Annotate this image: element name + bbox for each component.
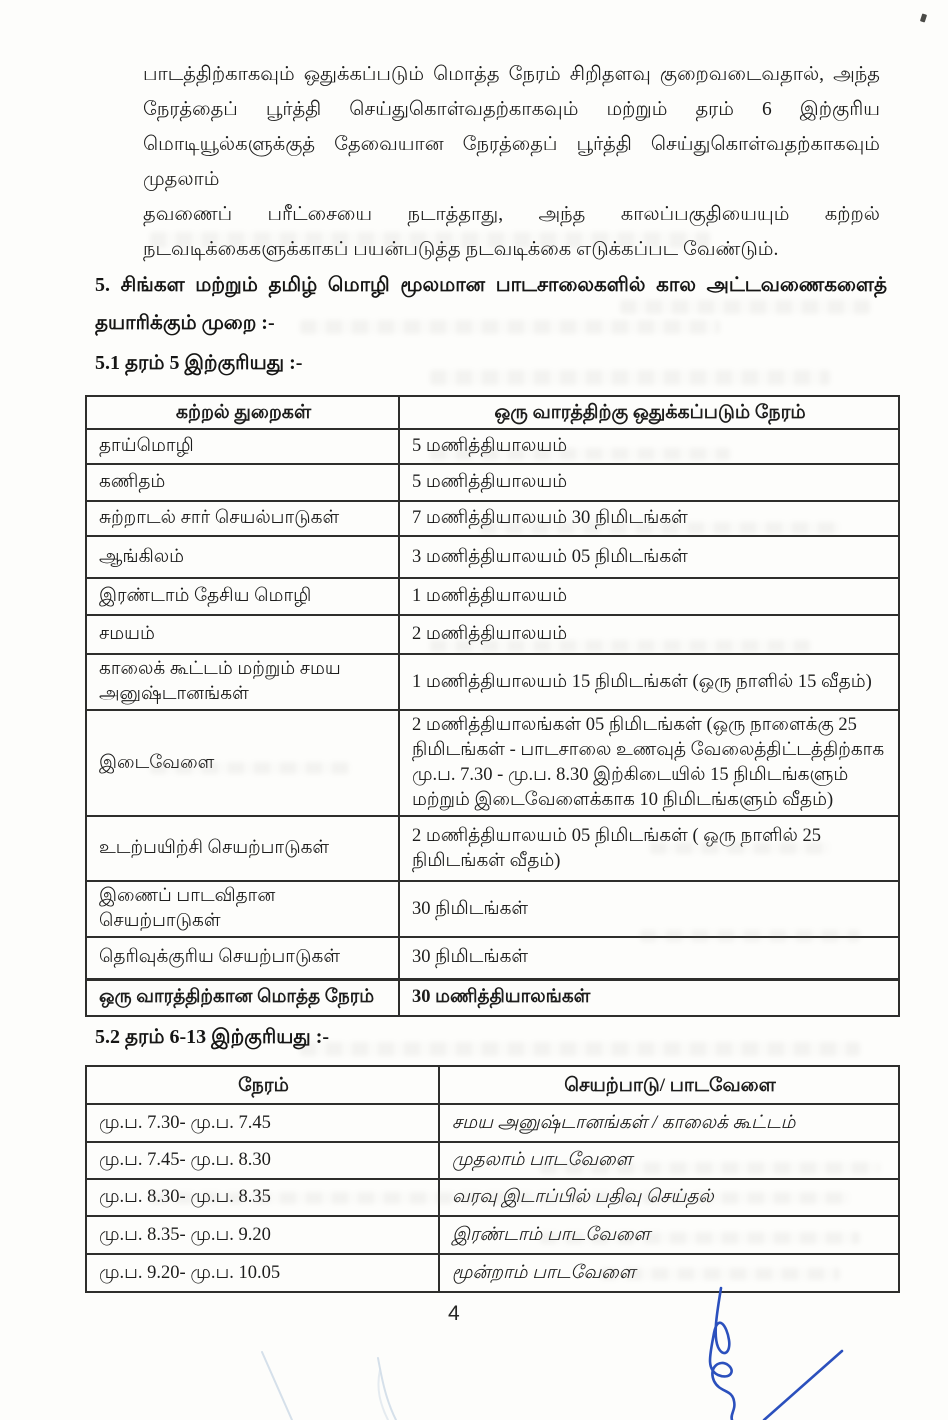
time-slot-cell: மு.ப. 7.45- மு.ப. 8.30 [86, 1142, 439, 1179]
section-5-1-heading: 5.1 தரம் 5 இற்குரியது :- [95, 352, 303, 374]
subject-cell: இணைப் பாடவிதான செயற்பாடுகள் [86, 881, 399, 937]
faint-pen-scribble [230, 1340, 430, 1420]
table-row [86, 1216, 899, 1254]
table-row [86, 429, 899, 464]
time-slot-cell: மு.ப. 7.30- மு.ப. 7.45 [86, 1104, 439, 1142]
subject-cell: உடற்பயிற்சி செயற்பாடுகள் [86, 816, 399, 881]
time-cell: 1 மணித்தியாலயம் [399, 578, 899, 615]
activity-cell: இரண்டாம் பாடவேளை [439, 1216, 899, 1254]
header-activity: செயற்பாடு/ பாடவேளை [439, 1066, 899, 1104]
subject-cell: சமயம் [86, 615, 399, 654]
subject-cell: தெரிவுக்குரிய செயற்பாடுகள் [86, 937, 399, 979]
time-cell: 2 மணித்தியாலயம் 05 நிமிடங்கள் ( ஒரு நாளில் 25 நிமிடங்கள் வீதம்) [399, 816, 899, 881]
subject-cell: இரண்டாம் தேசிய மொழி [86, 578, 399, 615]
total-time-cell: 30 மணித்தியாலங்கள் [399, 979, 899, 1016]
paragraph-line: நடவடிக்கைகளுக்காகப் பயன்படுத்த நடவடிக்கை எடுக்கப்பட வேண்டும். [143, 239, 779, 260]
intro-paragraph [143, 57, 880, 267]
subject-cell: இடைவேளை [86, 710, 399, 816]
time-cell: 5 மணித்தியாலயம் [399, 429, 899, 464]
table-row [86, 1142, 899, 1179]
heading-line: தயாரிக்கும் முறை :- [95, 312, 275, 334]
subject-cell: ஆங்கிலம் [86, 536, 399, 578]
table-header-row [86, 1066, 899, 1104]
table-row [86, 937, 899, 979]
header-time: நேரம் [86, 1066, 439, 1104]
paragraph-line: நேரத்தைப் பூர்த்தி செய்துகொள்வதற்காகவும் மற்றும் தரம் 6 இற்குரிய [143, 99, 880, 120]
time-cell: 2 மணித்தியாலங்கள் 05 நிமிடங்கள் (ஒரு நாளைக்கு 25 நிமிடங்கள் - பாடசாலை உணவுத் வேலைத்திட்டத்திற்காக மு.ப. 7.30 - மு.ப. 8.30 இற்கிடையில் 15 நிமிடங்களும் மற்றும் இடைவேளைக்காக 10 நிமிடங்களும் வீதம்) [399, 710, 899, 816]
activity-cell: சமய அனுஷ்டானங்கள் / காலைக் கூட்டம் [439, 1104, 899, 1142]
activity-cell: முதலாம் பாடவேளை [439, 1142, 899, 1179]
time-cell: 2 மணித்தியாலயம் [399, 615, 899, 654]
table-row [86, 1104, 899, 1142]
paragraph-line: தவணைப் பரீட்சையை நடாத்தாது, அந்த காலப்பகுதியையும் கற்றல் [143, 204, 880, 225]
table-row [86, 1179, 899, 1216]
page-number: 4 [448, 1302, 460, 1325]
handwritten-signature [630, 1283, 910, 1420]
time-cell: 30 நிமிடங்கள் [399, 881, 899, 937]
table-row [86, 710, 899, 816]
table-row [86, 501, 899, 536]
time-cell: 7 மணித்தியாலயம் 30 நிமிடங்கள் [399, 501, 899, 536]
subject-cell: சுற்றாடல் சார் செயல்பாடுகள் [86, 501, 399, 536]
grade6-13-timetable [85, 1065, 900, 1293]
table-header-row [86, 396, 899, 429]
paragraph-line: பாடத்திற்காகவும் ஒதுக்கப்படும் மொத்த நேரம் சிறிதளவு குறைவடைவதால், அந்த [143, 64, 880, 85]
table-row [86, 578, 899, 615]
heading-line: 5. சிங்கள மற்றும் தமிழ் மொழி மூலமான பாடசாலைகளில் கால அட்டவணைகளைத் [95, 274, 887, 296]
table-row [86, 654, 899, 710]
time-cell: 5 மணித்தியாலயம் [399, 464, 899, 501]
activity-cell: மூன்றாம் பாடவேளை [439, 1254, 899, 1292]
grade5-time-allocation-table [85, 395, 900, 1017]
activity-cell: வரவு இடாப்பில் பதிவு செய்தல் [439, 1179, 899, 1216]
bleedthrough-smudge [430, 370, 830, 385]
table-row [86, 536, 899, 578]
section-5-2-heading: 5.2 தரம் 6-13 இற்குரியது :- [95, 1026, 330, 1048]
subject-cell: கணிதம் [86, 464, 399, 501]
subject-cell: தாய்மொழி [86, 429, 399, 464]
time-slot-cell: மு.ப. 8.35- மு.ப. 9.20 [86, 1216, 439, 1254]
total-row [86, 979, 899, 1016]
time-cell: 3 மணித்தியாலயம் 05 நிமிடங்கள் [399, 536, 899, 578]
header-weekly-time: ஒரு வாரத்திற்கு ஒதுக்கப்படும் நேரம் [399, 396, 899, 429]
table-row [86, 816, 899, 881]
table-row [86, 615, 899, 654]
table-row [86, 881, 899, 937]
paragraph-line: மொடியூல்களுக்குத் தேவையான நேரத்தைப் பூர்த்தி செய்துகொள்வதற்காகவும் முதலாம் [143, 134, 880, 190]
table-row [86, 464, 899, 501]
time-slot-cell: மு.ப. 8.30- மு.ப. 8.35 [86, 1179, 439, 1216]
time-cell: 30 நிமிடங்கள் [399, 937, 899, 979]
header-learning-areas: கற்றல் துறைகள் [86, 396, 399, 429]
time-cell: 1 மணித்தியாலயம் 15 நிமிடங்கள் (ஒரு நாளில் 15 வீதம்) [399, 654, 899, 710]
time-slot-cell: மு.ப. 9.20- மு.ப. 10.05 [86, 1254, 439, 1292]
subject-cell: காலைக் கூட்டம் மற்றும் சமய அனுஷ்டானங்கள் [86, 654, 399, 710]
total-label-cell: ஒரு வாரத்திற்கான மொத்த நேரம் [86, 979, 399, 1016]
table-row [86, 1254, 899, 1292]
section-5-heading [95, 266, 887, 342]
bleedthrough-smudge [300, 1042, 860, 1056]
scan-speck [920, 13, 927, 22]
